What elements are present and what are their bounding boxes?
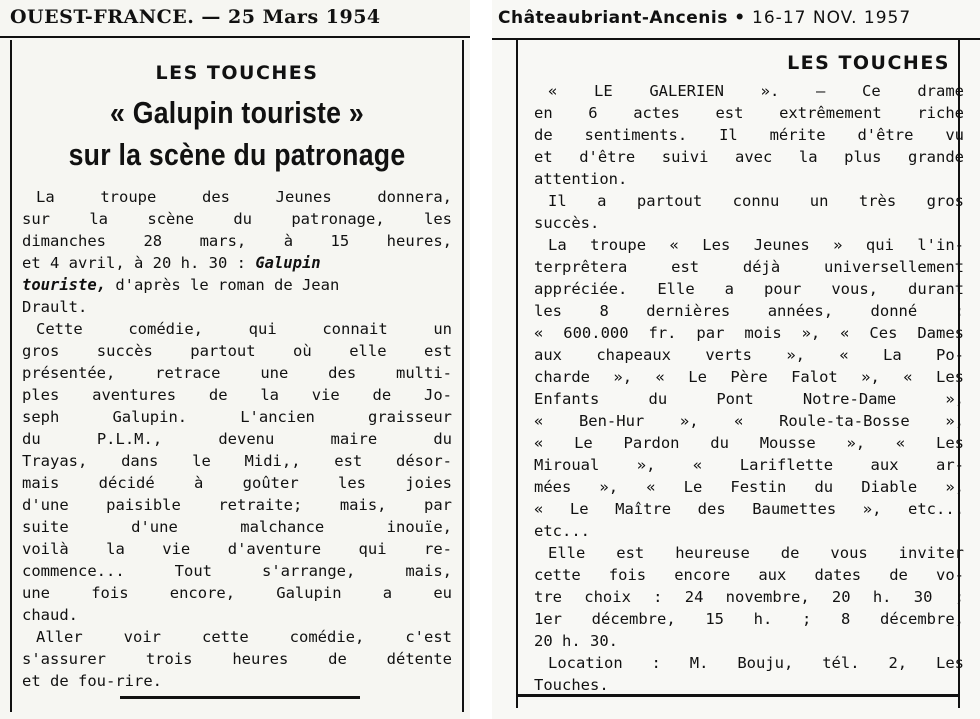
left-border-right [462,40,464,712]
text-line: Drault. [22,298,88,316]
text-line: Cette comédie, qui connait un [36,320,452,338]
text-line: attention. [534,170,628,188]
text-line: du P.L.M., devenu maire du [22,430,452,448]
text-line: Location : M. Bouju, tél. 2, Les [548,654,964,672]
text-line-mixed [22,274,452,296]
text-line: chaud. [22,606,78,624]
headline-line-2: sur la scène du patronage [68,137,406,172]
headline-line-1: « Galupin touriste » [109,95,365,130]
text-line: Touches. [534,676,609,694]
text-line-mixed [22,252,452,274]
text-line: tre choix : 24 novembre, 20 h. 30 ; [534,588,964,606]
text-fragment: et 4 avril, à 20 h. 30 : [22,254,246,272]
text-line: terprêtera est déjà universellement [534,258,964,276]
text-line: La troupe des Jeunes donnera, [36,188,452,206]
right-paragraph-5 [534,652,964,696]
left-border-left [10,40,12,712]
text-line: voilà la vie d'aventure qui re- [22,540,452,558]
left-clipping [0,0,470,719]
left-paragraph-2 [22,318,452,626]
left-headline [52,92,422,176]
right-paragraph-2 [534,190,964,234]
text-line: s'assurer trois heures de détente [22,650,452,668]
text-line: en 6 actes est extrêmement riche [534,104,964,122]
text-line: mais décidé à goûter les joies [22,474,452,492]
text-line: « LE GALERIEN ». — Ce drame [548,82,964,100]
text-line: aux chapeaux verts », « La Po- [534,346,964,364]
text-line: Elle est heureuse de vous inviter [548,544,964,562]
right-clipping [492,0,980,719]
text-line: dimanches 28 mars, à 15 heures, [22,232,452,250]
right-masthead-rule [492,38,980,40]
italic-title: touriste, [22,276,106,294]
text-line: « Ben-Hur », « Roule-ta-Bosse », [534,412,964,430]
text-line: cette fois encore aux dates de vo- [534,566,964,584]
right-paragraph-1 [534,80,964,190]
text-line: sur la scène du patronage, les [22,210,452,228]
text-line: appréciée. Elle a pour vous, durant [534,280,964,298]
text-line: « Le Maître des Baumettes », etc... [534,500,964,518]
right-section-title: LES TOUCHES [787,52,950,74]
text-line: présentée, retrace une des multi- [22,364,452,382]
left-paragraph-3 [22,626,452,692]
text-line: les 8 dernières années, donné : [534,302,964,320]
left-paragraph-1 [22,186,452,318]
text-line: « 600.000 fr. par mois », « Ces Dames [534,324,964,342]
left-masthead: OUEST-FRANCE. — 25 Mars 1954 [10,6,381,28]
right-article [534,52,964,696]
right-paragraph-4 [534,542,964,652]
clipping-gap [470,0,492,719]
text-line: gros succès partout où elle est [22,342,452,360]
text-line: d'une paisible retraite; mais, par [22,496,452,514]
text-line: seph Galupin. L'ancien graisseur [22,408,452,426]
left-section-title: LES TOUCHES [155,62,319,84]
italic-title: Galupin [255,254,321,272]
right-paragraph-3 [534,234,964,542]
text-line: 1er décembre, 15 h. ; 8 décembre, [534,610,964,628]
text-line: une fois encore, Galupin a eu [22,584,452,602]
text-fragment: d'après le roman de Jean [115,276,340,294]
right-border-left [516,40,518,708]
text-line: « Le Pardon du Mousse », « Les [534,434,964,452]
text-line: Il a partout connu un très gros [548,192,964,210]
text-line: mées », « Le Festin du Diable », [534,478,964,496]
text-line: 20 h. 30. [534,632,618,650]
text-line: La troupe « Les Jeunes » qui l'in- [548,236,964,254]
text-line: Aller voir cette comédie, c'est [36,628,452,646]
text-line: et de fou-rire. [22,672,162,690]
text-line: ples aventures de la vie de Jo- [22,386,452,404]
text-line: etc... [534,522,590,540]
text-line: suite d'une malchance inouïe, [22,518,452,536]
masthead-place: Châteaubriant-Ancenis • [498,8,746,28]
text-line: et d'être suivi avec la plus grande [534,148,964,166]
text-line: Miroual », « Lariflette aux ar- [534,456,964,474]
text-line: Enfants du Pont Notre-Dame », [534,390,964,408]
left-bottom-rule [120,696,360,699]
text-line: commence... Tout s'arrange, mais, [22,562,452,580]
text-line: Trayas, dans le Midi,, est désor- [22,452,452,470]
text-line: charde », « Le Père Falot », « Les [534,368,964,386]
left-masthead-rule [0,36,470,38]
text-line: de sentiments. Il mérite d'être vu [534,126,964,144]
right-masthead [498,8,911,28]
text-line: succès. [534,214,600,232]
masthead-date: 16-17 NOV. 1957 [752,8,912,28]
left-article [22,62,452,692]
